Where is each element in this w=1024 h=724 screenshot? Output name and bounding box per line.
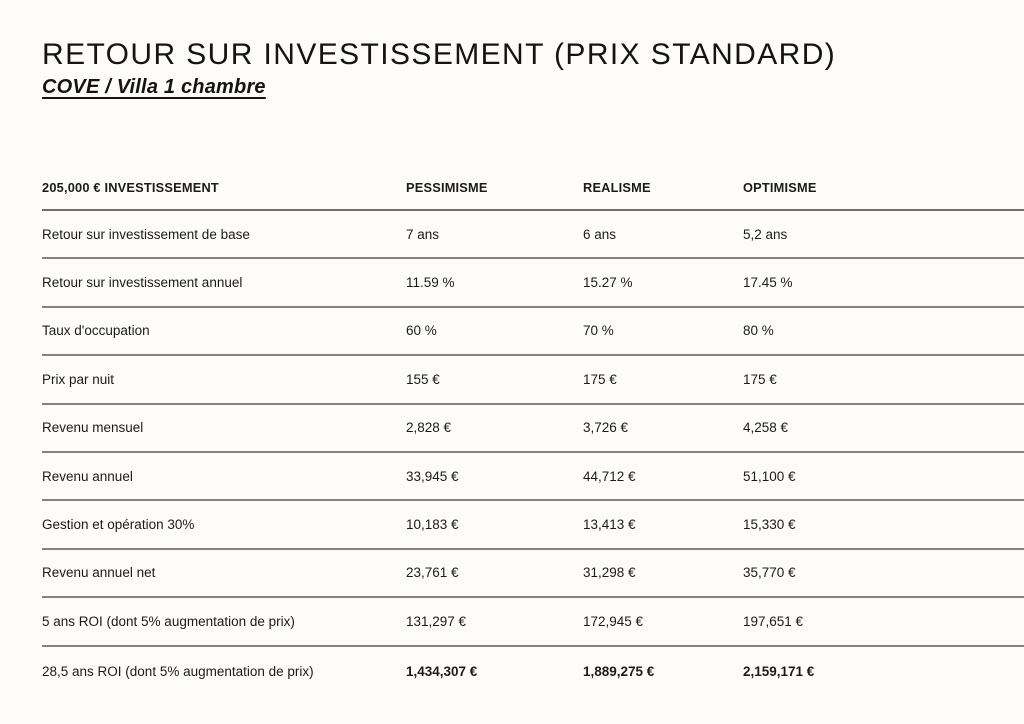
cell-realisme: 6 ans [583,226,617,242]
cell-pessimisme: 155 € [406,371,440,387]
cell-optimisme: 80 % [743,323,774,339]
table-row [42,647,1024,697]
cell-optimisme: 51,100 € [743,468,796,484]
table-row [42,501,1024,549]
row-label: Prix par nuit [42,371,115,387]
cell-pessimisme: 60 % [406,323,437,339]
header-col-pessimisme: PESSIMISME [406,179,488,195]
cell-pessimisme: 11.59 % [406,275,455,291]
table-row [42,550,1024,598]
table-row [42,453,1024,501]
cell-realisme: 31,298 € [583,565,636,581]
table-row [42,259,1024,307]
cell-pessimisme: 131,297 € [406,613,467,629]
cell-realisme: 44,712 € [583,468,636,484]
page-subtitle: COVE / Villa 1 chambre [42,76,266,98]
header-col-optimisme: OPTIMISME [743,179,817,195]
row-label: Revenu annuel [42,468,133,484]
row-label: Taux d'occupation [42,323,150,339]
cell-optimisme: 35,770 € [743,565,796,581]
page-title: RETOUR SUR INVESTISSEMENT (PRIX STANDARD) [42,38,837,71]
row-label: Revenu mensuel [42,420,144,436]
cell-optimisme: 4,258 € [743,420,789,436]
cell-optimisme: 175 € [743,371,777,387]
cell-realisme: 175 € [583,371,617,387]
cell-pessimisme: 7 ans [406,226,440,242]
cell-realisme: 70 % [583,323,614,339]
row-label: Retour sur investissement de base [42,226,250,242]
table-row [42,598,1024,646]
row-label: Revenu annuel net [42,565,156,581]
cell-pessimisme: 10,183 € [406,517,459,533]
cell-optimisme: 5,2 ans [743,226,788,242]
cell-optimisme: 15,330 € [743,517,796,533]
table-body [42,211,1024,697]
table-row [42,405,1024,453]
cell-optimisme: 197,651 € [743,613,804,629]
cell-pessimisme: 23,761 € [406,565,459,581]
table-row [42,356,1024,404]
cell-realisme: 1,889,275 € [583,664,655,680]
header-col-realisme: REALISME [583,179,651,195]
row-label: 5 ans ROI (dont 5% augmentation de prix) [42,613,295,629]
cell-realisme: 15.27 % [583,275,633,291]
cell-optimisme: 2,159,171 € [743,664,815,680]
row-label: 28,5 ans ROI (dont 5% augmentation de prix) [42,664,314,680]
row-label: Gestion et opération 30% [42,517,195,533]
cell-realisme: 3,726 € [583,420,629,436]
table-row [42,211,1024,259]
header-investment: 205,000 € INVESTISSEMENT [42,179,219,195]
cell-pessimisme: 1,434,307 € [406,664,478,680]
cell-pessimisme: 33,945 € [406,468,459,484]
roi-table [42,165,1024,697]
cell-realisme: 172,945 € [583,613,644,629]
table-header-row [42,165,1024,211]
cell-pessimisme: 2,828 € [406,420,452,436]
row-label: Retour sur investissement annuel [42,275,243,291]
table-row [42,308,1024,356]
cell-optimisme: 17.45 % [743,275,793,291]
cell-realisme: 13,413 € [583,517,636,533]
